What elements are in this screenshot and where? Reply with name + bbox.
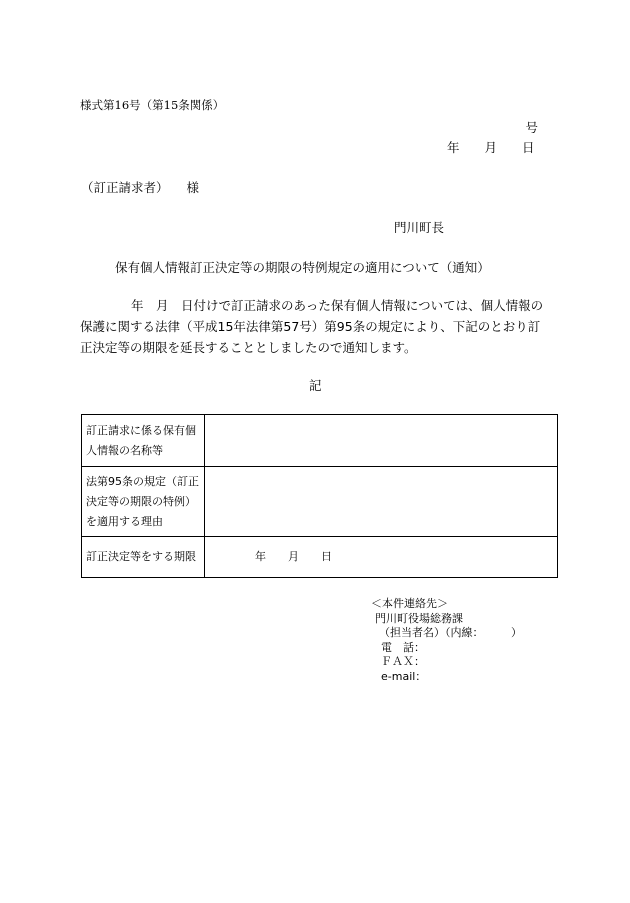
body-main-text: 日付けで訂正請求のあった保有個人情報については、個人情報の保護に関する法律（平成15年法律第57号）第95条の規定により、下記のとおり訂正決定等の期限を延長することとしましたので通知します。 xyxy=(80,298,544,355)
contact-title: ＜本件連絡先＞ xyxy=(371,597,448,610)
table-row xyxy=(82,415,558,467)
ki-heading: 記 xyxy=(309,378,322,393)
document-number-label: 号 xyxy=(525,120,538,135)
table-value-cell: 年 月 日 xyxy=(205,537,558,578)
info-table xyxy=(81,414,558,578)
contact-email: e-mail： xyxy=(381,669,427,683)
body-date-prefix: 年 月 xyxy=(131,298,169,313)
contact-person: （担当者名）（内線： ） xyxy=(379,626,522,639)
table-row xyxy=(82,537,558,578)
subject: 保有個人情報訂正決定等の期限の特例規定の適用について（通知） xyxy=(115,260,490,275)
table-row xyxy=(82,467,558,537)
form-number: 様式第16号（第15条関係） xyxy=(80,98,225,112)
contact-tel: 電 話： xyxy=(381,640,425,654)
table-label-cell: 訂正請求に係る保有個人情報の名称等 xyxy=(82,415,205,467)
sender: 門川町長 xyxy=(394,220,445,235)
recipient-honorific: 様 xyxy=(186,180,200,195)
contact-fax: ＦＡＸ： xyxy=(381,655,425,668)
contact-block xyxy=(371,597,522,684)
contact-department: 門川町役場総務課 xyxy=(375,611,463,625)
table-value-cell xyxy=(205,467,558,537)
recipient-name: （訂正請求者） xyxy=(81,180,169,195)
recipient-line xyxy=(81,178,199,196)
table-label-cell: 訂正決定等をする期限 xyxy=(82,537,205,578)
table-value-cell xyxy=(205,415,558,467)
body-text xyxy=(80,295,550,358)
issue-date-label: 年 月 日 xyxy=(447,140,535,155)
table-label-cell: 法第95条の規定（訂正決定等の期限の特例）を適用する理由 xyxy=(82,467,205,537)
